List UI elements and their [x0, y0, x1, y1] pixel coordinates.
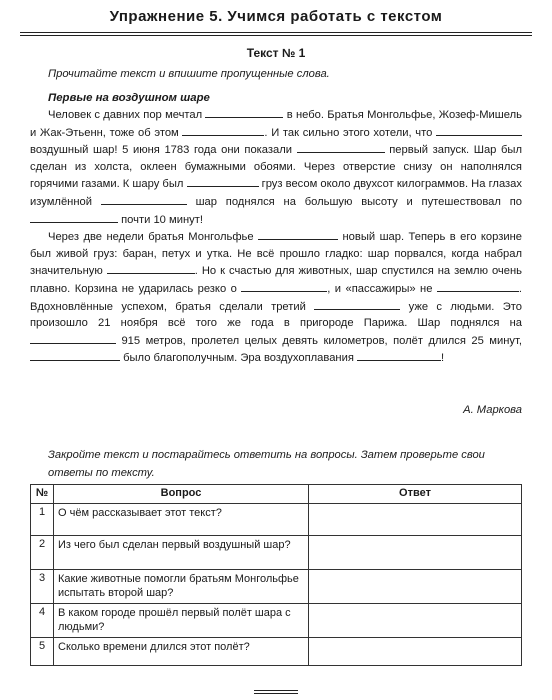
- table-row: [31, 570, 522, 604]
- instruction-1: Прочитайте текст и впишите пропущенные слова.: [48, 68, 330, 80]
- exercise-header: Упражнение 5. Учимся работать с текстом: [109, 8, 443, 25]
- paragraph-2: Через две недели братья Монгольфье новый шар. Теперь в его корзине был живой груз: баран, петух и утка. Не всё прошло гладко: шар порвался, когда набрал значительную . Но к счастью для животных, шар спустился на землю очень плавно. Корзина не ударилась резко о , и «пассажиры» не . Вдохновлённые успехом, братья сделали третий уже с людьми. Это произошло 21 ноября всё того же года в пригороде Парижа. Шар поднялся на 915 метров, пролетел целых девять километров, полёт длился 25 минут, было благополучным. Эра воздухоплавания !: [30, 228, 522, 367]
- column-header-question: Вопрос: [54, 485, 309, 504]
- blank-field[interactable]: [30, 211, 118, 223]
- table-row: [31, 504, 522, 536]
- blank-field[interactable]: [187, 175, 259, 187]
- column-header-answer: Ответ: [309, 485, 522, 504]
- blank-field[interactable]: [258, 228, 338, 240]
- story-title: Первые на воздушном шаре: [48, 92, 210, 104]
- blank-field[interactable]: [357, 349, 441, 361]
- row-number: 5: [31, 638, 54, 666]
- table-row: [31, 536, 522, 570]
- question-cell: В каком городе прошёл первый полёт шара с людьми?: [54, 604, 309, 638]
- story-text: [30, 106, 522, 367]
- answer-cell[interactable]: [309, 570, 522, 604]
- blank-field[interactable]: [241, 280, 327, 292]
- answer-cell[interactable]: [309, 638, 522, 666]
- footer-rule: [254, 690, 298, 691]
- header-rule: [20, 35, 532, 36]
- blank-field[interactable]: [107, 262, 195, 274]
- blank-field[interactable]: [297, 141, 385, 153]
- table-row: [31, 638, 522, 666]
- blank-field[interactable]: [101, 193, 187, 205]
- column-header-number: №: [31, 485, 54, 504]
- blank-field[interactable]: [314, 298, 400, 310]
- table-row: [31, 604, 522, 638]
- questions-table: [30, 484, 522, 666]
- footer-rule: [254, 693, 298, 694]
- blank-field[interactable]: [182, 124, 264, 136]
- row-number: 4: [31, 604, 54, 638]
- blank-field[interactable]: [30, 349, 120, 361]
- answer-cell[interactable]: [309, 604, 522, 638]
- question-cell: Сколько времени длился этот полёт?: [54, 638, 309, 666]
- header-rule: [20, 32, 532, 33]
- row-number: 1: [31, 504, 54, 536]
- answer-cell[interactable]: [309, 504, 522, 536]
- text-title: Текст № 1: [246, 46, 306, 60]
- blank-field[interactable]: [205, 106, 283, 118]
- blank-field[interactable]: [30, 332, 116, 344]
- instruction-2: Закройте текст и постарайтесь ответить на вопросы. Затем проверьте свои ответы по тексту.: [48, 449, 485, 479]
- answer-cell[interactable]: [309, 536, 522, 570]
- question-cell: Какие животные помогли братьям Монгольфье испытать второй шар?: [54, 570, 309, 604]
- row-number: 3: [31, 570, 54, 604]
- blank-field[interactable]: [437, 280, 519, 292]
- author: А. Маркова: [463, 404, 522, 416]
- blank-field[interactable]: [436, 124, 522, 136]
- paragraph-1: Человек с давних пор мечтал в небо. Братья Монгольфье, Жозеф-Мишель и Жак-Этьенн, тоже об этом . И так сильно этого хотели, что воздушный шар! 5 июня 1783 года они показали первый запуск. Шар был сделан из холста, оклеен бумажными обоями. Через отверстие снизу он наполнялся горячими газами. К шару был груз весом около двухсот килограммов. На глазах изумлённой шар поднялся на большую высоту и путешествовал по почти 10 минут!: [30, 106, 522, 228]
- row-number: 2: [31, 536, 54, 570]
- question-cell: Из чего был сделан первый воздушный шар?: [54, 536, 309, 570]
- question-cell: О чём рассказывает этот текст?: [54, 504, 309, 536]
